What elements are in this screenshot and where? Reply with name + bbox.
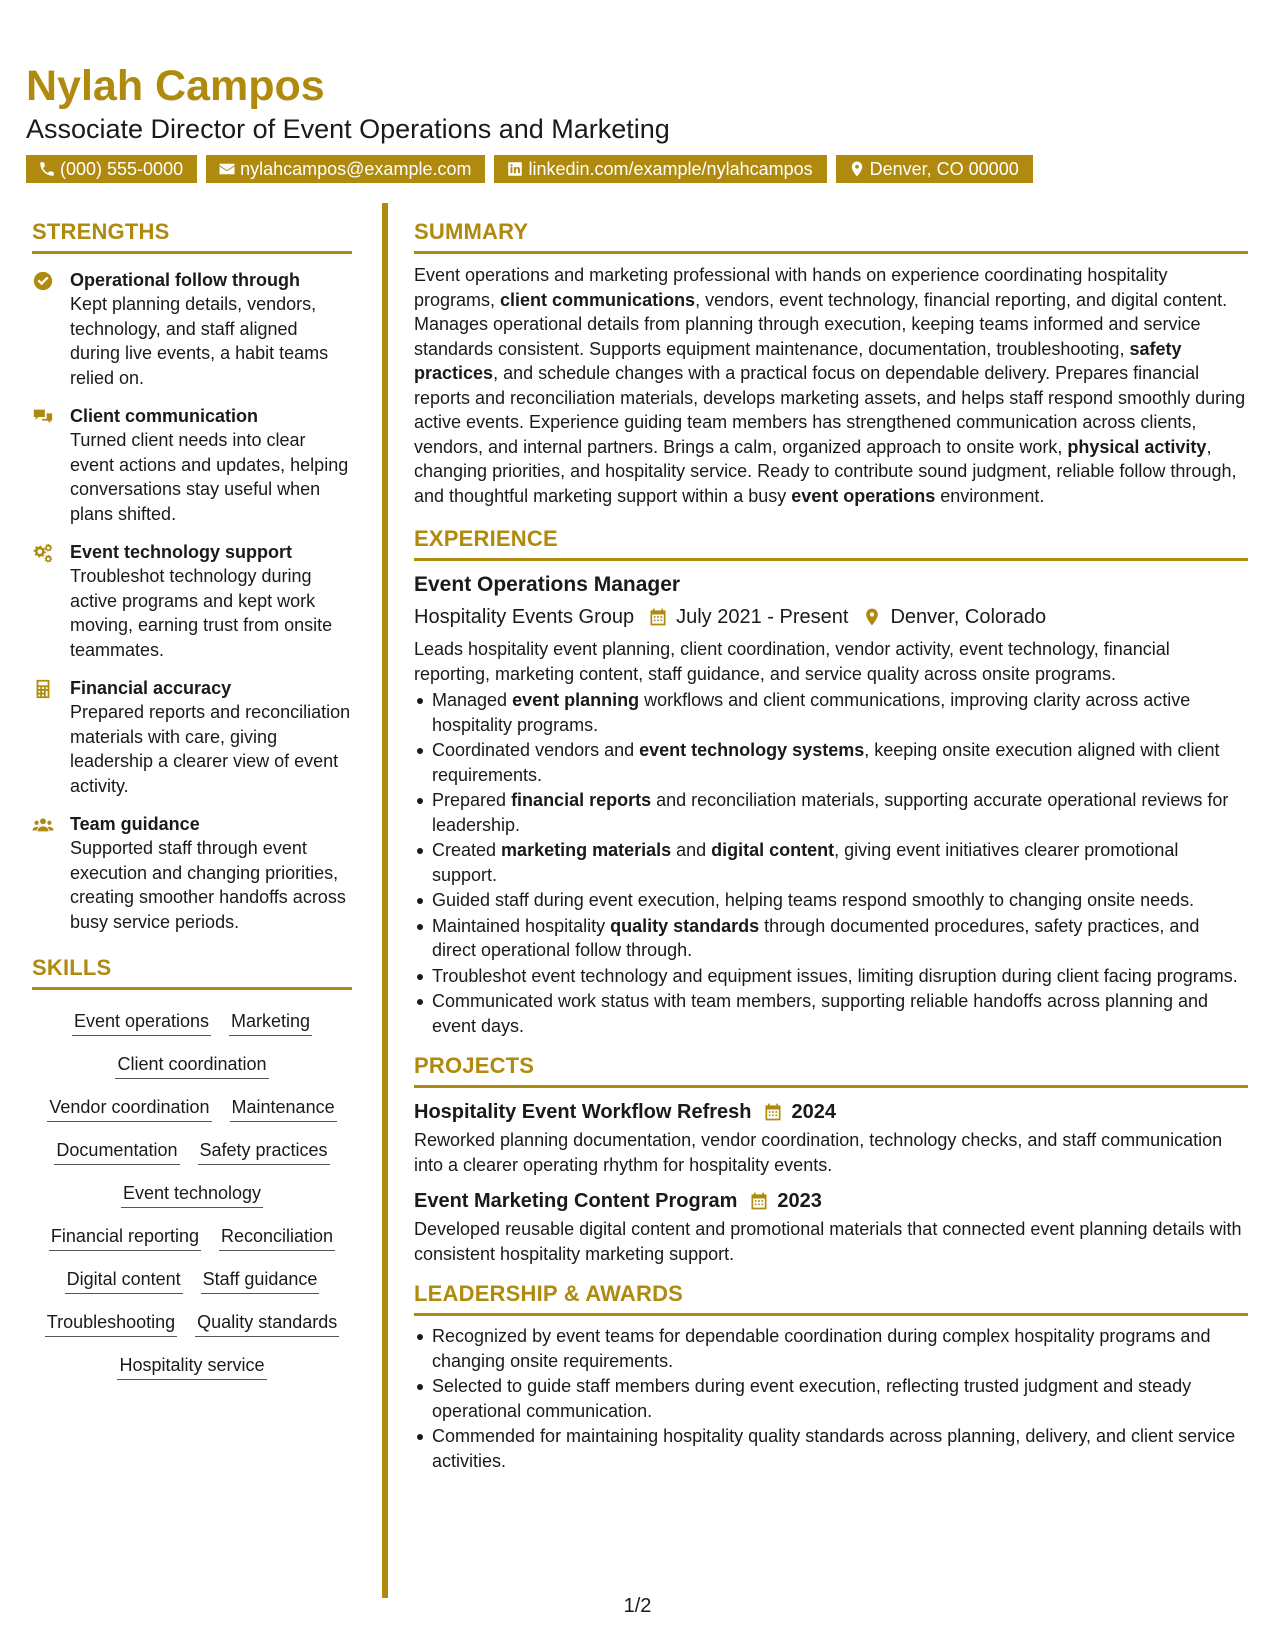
project-item [414, 1098, 1248, 1177]
skills-row [32, 1008, 352, 1036]
job-bullet: Managed event planning workflows and client communications, improving clarity across active hospitality programs. [414, 688, 1248, 737]
map-pin-icon [848, 160, 866, 178]
strength-item [32, 540, 352, 662]
job-company: Hospitality Events Group [414, 606, 635, 628]
skill-tag: Documentation [54, 1137, 179, 1165]
contact-phone-text: (000) 555-0000 [60, 159, 184, 179]
strength-title: Team guidance [70, 814, 200, 834]
job-bullet: Created marketing materials and digital content, giving event initiatives clearer promotional support. [414, 838, 1248, 887]
awards-heading: LEADERSHIP & AWARDS [414, 1280, 1248, 1316]
contact-location [836, 155, 1033, 183]
left-column [32, 218, 352, 1380]
skills-row [32, 1266, 352, 1294]
map-pin-icon [862, 607, 882, 627]
award-item: Selected to guide staff members during event execution, reflecting trusted judgment and steady operational communication. [414, 1374, 1248, 1423]
right-column [414, 218, 1248, 1473]
skill-tag: Event operations [72, 1008, 211, 1036]
project-name: Hospitality Event Workflow Refresh [414, 1101, 752, 1123]
contact-email-text: nylahcampos@example.com [240, 159, 472, 179]
skills-heading: SKILLS [32, 954, 352, 990]
strength-text: Kept planning details, vendors, technology, and staff aligned during live events, a habit teams relied on. [70, 294, 329, 388]
skills-row [32, 1180, 352, 1208]
job-bullet: Maintained hospitality quality standards through documented procedures, safety practices, and direct operational follow through. [414, 914, 1248, 963]
skills-row [32, 1094, 352, 1122]
strength-item [32, 268, 352, 390]
skill-tag: Digital content [65, 1266, 183, 1294]
column-divider [382, 203, 388, 1598]
contact-email[interactable] [206, 155, 485, 183]
skills-row [32, 1051, 352, 1079]
chat-bubbles-icon [32, 406, 54, 428]
resume-header [26, 60, 1256, 183]
skills-row [32, 1309, 352, 1337]
skill-tag: Staff guidance [201, 1266, 320, 1294]
project-year: 2024 [791, 1101, 836, 1123]
strength-title: Client communication [70, 406, 259, 426]
skill-tag: Client coordination [115, 1051, 268, 1079]
skill-tag: Vendor coordination [47, 1094, 211, 1122]
candidate-name: Nylah Campos [26, 62, 325, 110]
calculator-icon [32, 678, 54, 700]
job-bullet: Prepared financial reports and reconciliation materials, supporting accurate operational reviews for leadership. [414, 788, 1248, 837]
strength-text: Troubleshot technology during active programs and kept work moving, earning trust from onsite teammates. [70, 566, 333, 660]
skill-tag: Financial reporting [49, 1223, 201, 1251]
job-meta [414, 603, 1248, 631]
summary-section [414, 218, 1248, 508]
project-text: Reworked planning documentation, vendor coordination, technology checks, and staff communication into a clearer operating rhythm for hospitality events. [414, 1130, 1223, 1175]
skill-tag: Troubleshooting [45, 1309, 177, 1337]
summary-heading: SUMMARY [414, 218, 1248, 254]
strength-text: Prepared reports and reconciliation materials with care, giving leadership a clearer view of event activity. [70, 702, 351, 796]
project-year: 2023 [777, 1190, 822, 1212]
calendar-icon [749, 1191, 769, 1211]
skill-tag: Event technology [121, 1180, 263, 1208]
strength-text: Turned client needs into clear event actions and updates, helping conversations stay useful when plans shifted. [70, 430, 349, 524]
contact-bar [26, 155, 1256, 183]
strength-title: Financial accuracy [70, 678, 232, 698]
experience-section [414, 525, 1248, 1038]
awards-section [414, 1280, 1248, 1473]
job-role: Event Operations Manager [414, 573, 681, 596]
linkedin-icon [506, 160, 524, 178]
contact-phone[interactable] [26, 155, 197, 183]
calendar-icon [763, 1102, 783, 1122]
page-number: 1/2 [623, 1595, 652, 1617]
skills-row [32, 1223, 352, 1251]
job-bullets [414, 688, 1248, 1038]
skill-tag: Marketing [229, 1008, 312, 1036]
job-location: Denver, Colorado [890, 606, 1047, 628]
strength-title: Operational follow through [70, 270, 300, 290]
strengths-heading: STRENGTHS [32, 218, 352, 254]
projects-heading: PROJECTS [414, 1052, 1248, 1088]
summary-text: Event operations and marketing professional with hands on experience coordinating hospitality programs, client communications, vendors, event technology, financial reporting, and digital content. Manages operational details from planning through execution, keeping teams informed and service standards consistent. Supports equipment maintenance, documentation, troubleshooting, safety practices, and schedule changes with a practical focus on dependable delivery. Prepares financial reports and reconciliation materials, develops marketing assets, and helps staff respond smoothly during active events. Experience guiding team members has strengthened communication across clients, vendors, and internal partners. Brings a calm, organized approach to onsite work, physical activity, changing priorities, and hospitality service. Ready to contribute sound judgment, reliable follow through, and thoughtful marketing support within a busy event operations environment. [414, 265, 1246, 506]
skill-tag: Hospitality service [117, 1352, 266, 1380]
skill-tag: Reconciliation [219, 1223, 335, 1251]
award-item: Recognized by event teams for dependable coordination during complex hospitality programs and changing onsite requirements. [414, 1324, 1248, 1373]
skills-row [32, 1352, 352, 1380]
skill-tag: Safety practices [198, 1137, 330, 1165]
job-bullet: Guided staff during event execution, helping teams respond smoothly to changing onsite needs. [414, 888, 1248, 913]
skills-row [32, 1137, 352, 1165]
job-bullet: Troubleshot event technology and equipment issues, limiting disruption during client facing programs. [414, 964, 1248, 989]
strength-item [32, 812, 352, 934]
calendar-icon [648, 607, 668, 627]
job-dates: July 2021 - Present [676, 606, 849, 628]
awards-list [414, 1324, 1248, 1473]
job-description: Leads hospitality event planning, client coordination, vendor activity, event technology, financial reporting, marketing content, staff guidance, and service quality across onsite programs. [414, 639, 1170, 684]
contact-location-text: Denver, CO 00000 [869, 159, 1019, 179]
phone-icon [38, 160, 56, 178]
envelope-icon [218, 160, 236, 178]
users-icon [32, 814, 54, 836]
job-bullet: Coordinated vendors and event technology systems, keeping onsite execution aligned with client requirements. [414, 738, 1248, 787]
check-circle-icon [32, 270, 54, 292]
strength-item [32, 676, 352, 798]
skill-tag: Maintenance [230, 1094, 337, 1122]
gears-icon [32, 542, 54, 564]
contact-linkedin[interactable] [494, 155, 826, 183]
project-text: Developed reusable digital content and promotional materials that connected event planning details with consistent hospitality marketing support. [414, 1219, 1242, 1264]
strengths-section [32, 218, 352, 934]
contact-linkedin-text: linkedin.com/example/nylahcampos [528, 159, 813, 179]
projects-section [414, 1052, 1248, 1266]
job-bullet: Communicated work status with team members, supporting reliable handoffs across planning and event days. [414, 989, 1248, 1038]
candidate-title: Associate Director of Event Operations and Marketing [26, 114, 670, 144]
strength-text: Supported staff through event execution and changing priorities, creating smoother handoffs across busy service periods. [70, 838, 346, 932]
experience-heading: EXPERIENCE [414, 525, 1248, 561]
skills-list [32, 1008, 352, 1380]
strength-title: Event technology support [70, 542, 293, 562]
award-item: Commended for maintaining hospitality quality standards across planning, delivery, and client service activities. [414, 1424, 1248, 1473]
project-item [414, 1187, 1248, 1266]
skills-section [32, 954, 352, 1380]
project-name: Event Marketing Content Program [414, 1190, 738, 1212]
strength-item [32, 404, 352, 526]
skill-tag: Quality standards [195, 1309, 339, 1337]
